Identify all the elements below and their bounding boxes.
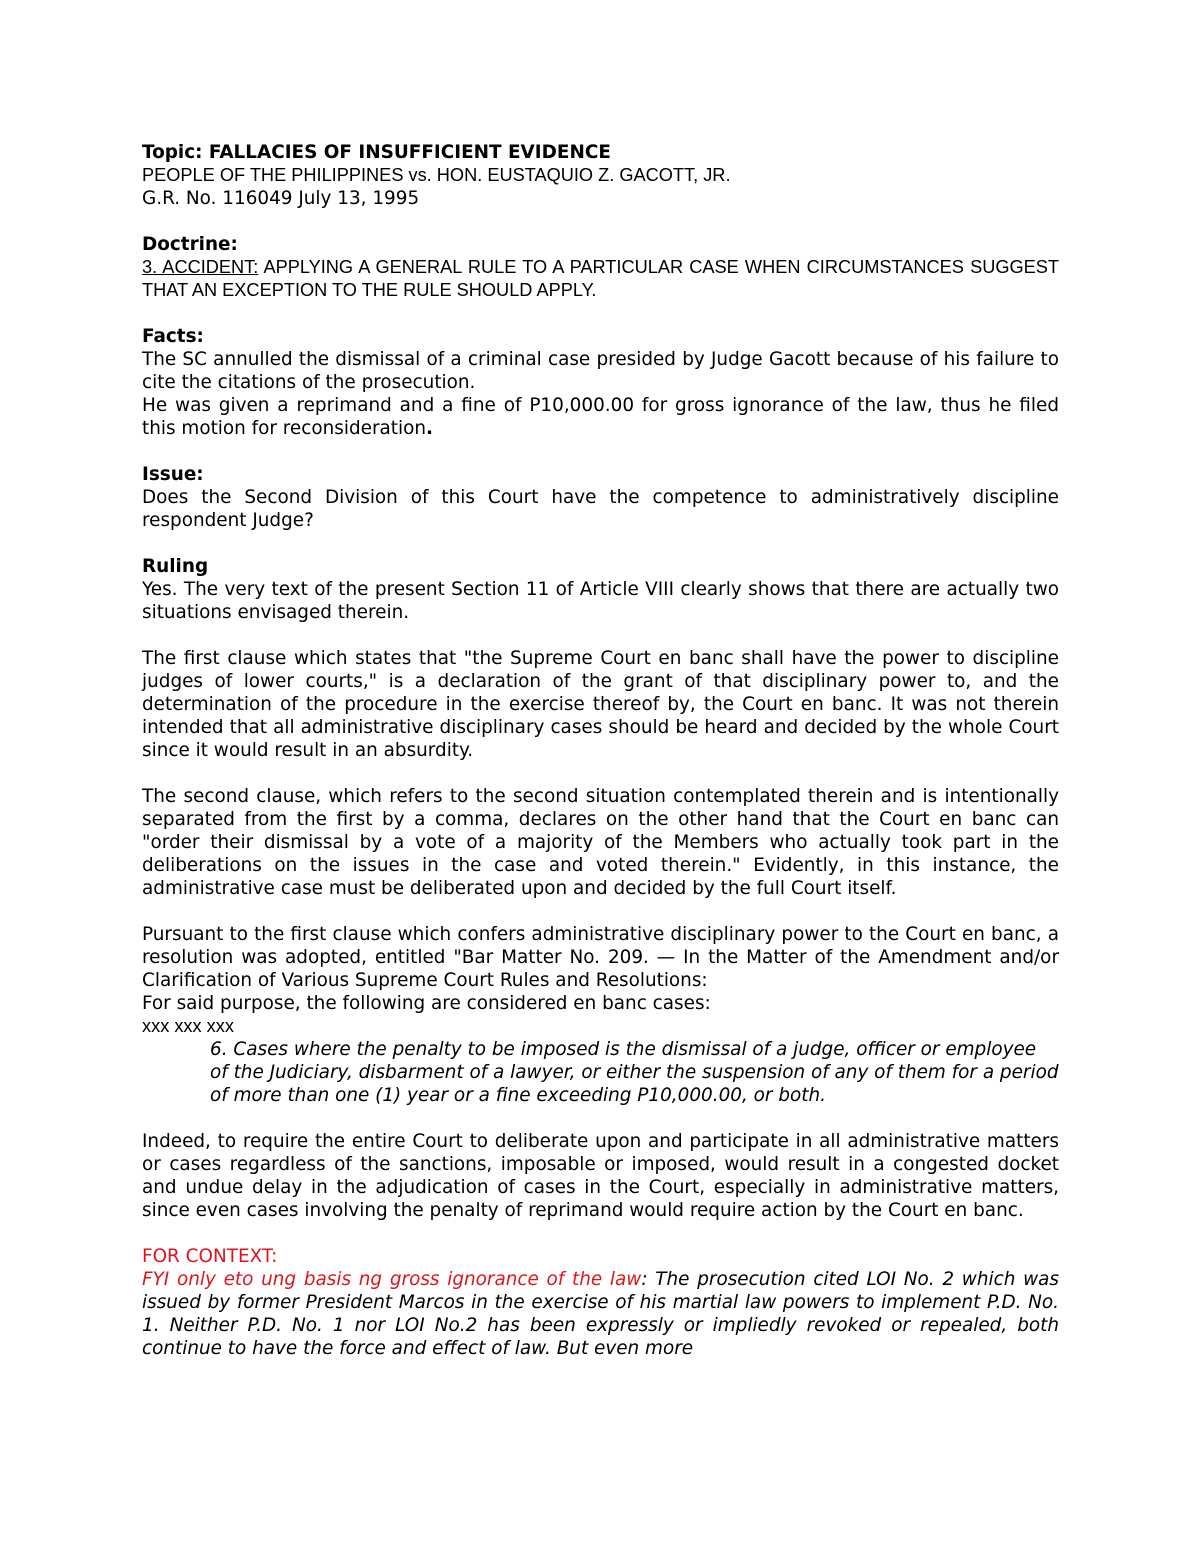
ruling-paragraph-1: Yes. The very text of the present Section 11 of Article VIII clearly shows that there are actually two situations envisaged therein. bbox=[142, 579, 1059, 623]
facts-paragraph-1: The SC annulled the dismissal of a criminal case presided by Judge Gacott because of his failure to cite the citations of the prosecution. bbox=[142, 349, 1059, 393]
ruling-paragraph-6: Indeed, to require the entire Court to deliberate upon and participate in all administrative matters or cases regardless of the sanctions, imposable or imposed, would result in a congested docket and undue delay in the adjudication of cases in the Court, especially in administrative matters, since even cases involving the penalty of reprimand would require action by the Court en banc. bbox=[142, 1131, 1059, 1221]
ruling-heading: Ruling bbox=[142, 556, 209, 577]
issue-text: Does the Second Division of this Court have the competence to administratively discipline respondent Judge? bbox=[142, 487, 1059, 531]
doctrine-body: APPLYING A GENERAL RULE TO A PARTICULAR CASE WHEN CIRCUMSTANCES SUGGEST THAT AN EXCEPTION TO THE RULE SHOULD APPLY. bbox=[142, 257, 1059, 300]
doctrine-text bbox=[142, 256, 1059, 302]
case-number: G.R. No. 116049 July 13, 1995 bbox=[142, 188, 420, 209]
context-heading: FOR CONTEXT: bbox=[142, 1246, 278, 1267]
quoted-rule: 6. Cases where the penalty to be imposed is the dismissal of a judge, officer or employee of the Judiciary, disbarment of a lawyer, or either the suspension of any of them for a period of more than one (1) year or a fine exceeding P10,000.00, or both. bbox=[210, 1039, 1059, 1106]
ruling-paragraph-3: The second clause, which refers to the second situation contemplated therein and is intentionally separated from the first by a comma, declares on the other hand that the Court en banc can "order their dismissal by a vote of a majority of the Members who actually took part in the deliberations on the issues in the case and voted therein." Evidently, in this instance, the administrative case must be deliberated upon and decided by the full Court itself. bbox=[142, 786, 1059, 899]
context-red-lead: FYI only eto ung basis ng gross ignorance of the law bbox=[142, 1269, 642, 1290]
ellipsis-marker: xxx xxx xxx bbox=[142, 1016, 234, 1036]
doctrine-label: 3. ACCIDENT: bbox=[142, 257, 259, 277]
doctrine-heading: Doctrine: bbox=[142, 234, 238, 255]
context-text bbox=[142, 1268, 1059, 1360]
facts-paragraph-2-period: . bbox=[426, 418, 434, 439]
ruling-paragraph-5: For said purpose, the following are considered en banc cases: bbox=[142, 993, 711, 1014]
topic-heading: Topic: FALLACIES OF INSUFFICIENT EVIDENCE bbox=[142, 142, 611, 163]
case-title: PEOPLE OF THE PHILIPPINES vs. HON. EUSTAQUIO Z. GACOTT, JR. bbox=[142, 165, 731, 185]
facts-paragraph-2-text: He was given a reprimand and a fine of P10,000.00 for gross ignorance of the law, thus he filed this motion for reconsideration bbox=[142, 395, 1059, 439]
ruling-paragraph-2: The first clause which states that "the Supreme Court en banc shall have the power to discipline judges of lower courts," is a declaration of the grant of that disciplinary power to, and the determination of the procedure in the exercise thereof by, the Court en banc. It was not therein intended that all administrative disciplinary cases should be heard and decided by the whole Court since it would result in an absurdity. bbox=[142, 648, 1059, 761]
issue-heading: Issue: bbox=[142, 464, 204, 485]
context-body: : The prosecution cited LOI No. 2 which was issued by former President Marcos in the exercise of his martial law powers to implement P.D. No. 1. Neither P.D. No. 1 nor LOI No.2 has been expressly or impliedly revoked or repealed, both continue to have the force and effect of law. But even more bbox=[142, 1269, 1059, 1359]
facts-heading: Facts: bbox=[142, 326, 204, 347]
document-page bbox=[142, 141, 1059, 1360]
facts-paragraph-2 bbox=[142, 394, 1059, 440]
ruling-paragraph-4: Pursuant to the first clause which confers administrative disciplinary power to the Court en banc, a resolution was adopted, entitled "Bar Matter No. 209. — In the Matter of the Amendment and/or Clarification of Various Supreme Court Rules and Resolutions: bbox=[142, 924, 1059, 991]
